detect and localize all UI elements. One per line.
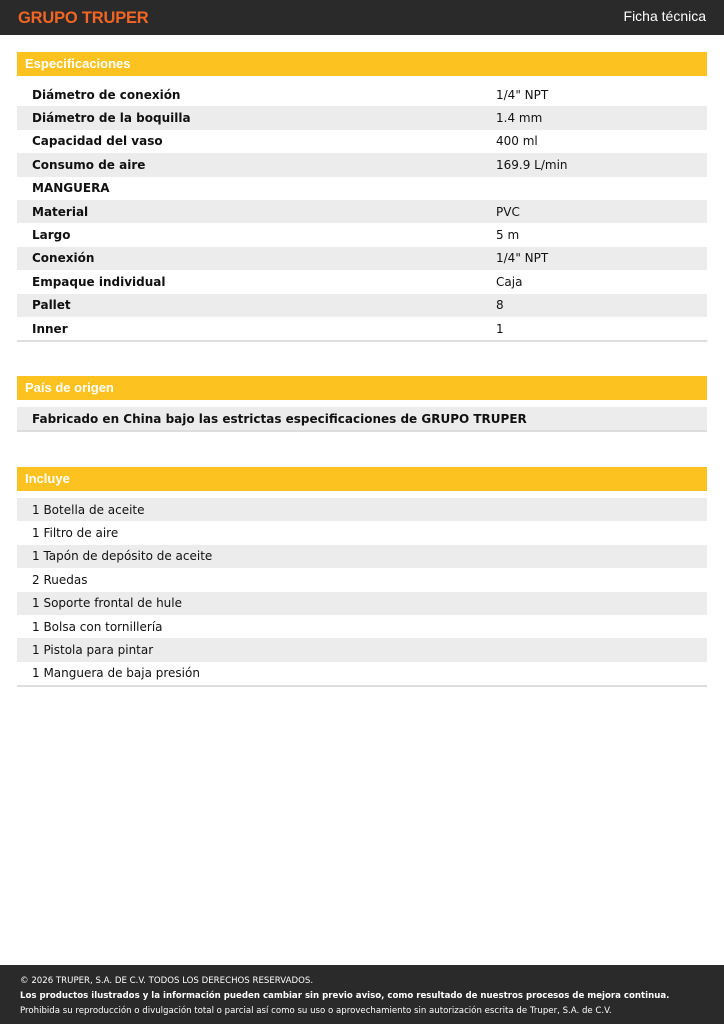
footer-notice: Los productos ilustrados y la información pueden cambiar sin previo aviso, como resultado de nuestros procesos de mejora continua. (20, 991, 670, 1001)
include-item: 1 Soporte frontal de hule (17, 592, 707, 615)
spec-value: 1.4 mm (496, 111, 543, 126)
specifications-header: Especificaciones (17, 52, 707, 76)
spec-value: 400 ml (496, 134, 538, 149)
spec-value: 5 m (496, 228, 520, 243)
spec-row (17, 223, 707, 246)
spec-label: Diámetro de conexión (32, 87, 181, 102)
spec-row (17, 294, 707, 317)
spec-value: 8 (496, 298, 504, 313)
includes-header: Incluye (17, 467, 707, 491)
spec-label: Conexión (32, 251, 95, 266)
spec-label: Empaque individual (32, 274, 166, 289)
include-item: 1 Botella de aceite (17, 498, 707, 521)
spec-value: Caja (496, 274, 523, 289)
include-item: 1 Pistola para pintar (17, 638, 707, 661)
spec-label: Diámetro de la boquilla (32, 111, 191, 126)
include-item: 1 Filtro de aire (32, 526, 119, 541)
spec-row (17, 270, 707, 293)
spec-value: 1/4" NPT (496, 87, 549, 102)
specifications-table (17, 83, 707, 342)
footer-copyright: © 2026 TRUPER, S.A. DE C.V. TODOS LOS DERECHOS RESERVADOS. (20, 976, 314, 986)
includes-list (17, 498, 707, 687)
spec-row (17, 317, 707, 340)
origin-text: Fabricado en China bajo las estrictas especificaciones de GRUPO TRUPER (17, 407, 707, 432)
origin-header: País de origen (17, 376, 707, 400)
origin-section (17, 376, 707, 432)
spec-label: Material (32, 204, 89, 219)
spec-row (17, 177, 707, 200)
specifications-section (17, 52, 707, 342)
spec-row (17, 153, 707, 176)
include-item: 1 Tapón de depósito de aceite (17, 545, 707, 568)
brand-logo: GRUPO TRUPER (18, 9, 149, 27)
spec-row (17, 130, 707, 153)
top-bar (0, 0, 724, 35)
spec-row (17, 247, 707, 270)
spec-label: Consumo de aire (32, 157, 146, 172)
include-item: 1 Bolsa con tornillería (32, 619, 163, 634)
spec-row (17, 83, 707, 106)
spec-label: Inner (32, 321, 68, 336)
include-item: 1 Manguera de baja presión (32, 666, 200, 681)
spec-value: 169.9 L/min (496, 157, 568, 172)
spec-label: Largo (32, 228, 71, 243)
spec-value: 1 (496, 321, 504, 336)
spec-row (17, 106, 707, 129)
spec-row (17, 200, 707, 223)
includes-section (17, 467, 707, 687)
footer-prohibition: Prohibida su reproducción o divulgación total o parcial así como su uso o aprovechamiento sin autorización escrita de Truper, S.A. de C.V. (20, 1006, 612, 1016)
spec-label: MANGUERA (32, 181, 110, 196)
spec-label: Pallet (32, 298, 71, 313)
spec-label: Capacidad del vaso (32, 134, 163, 149)
spec-value: PVC (496, 204, 520, 219)
spec-value: 1/4" NPT (496, 251, 549, 266)
document-type-title: Ficha técnica (623, 8, 706, 24)
include-item: 2 Ruedas (32, 572, 88, 587)
footer (0, 965, 724, 1024)
